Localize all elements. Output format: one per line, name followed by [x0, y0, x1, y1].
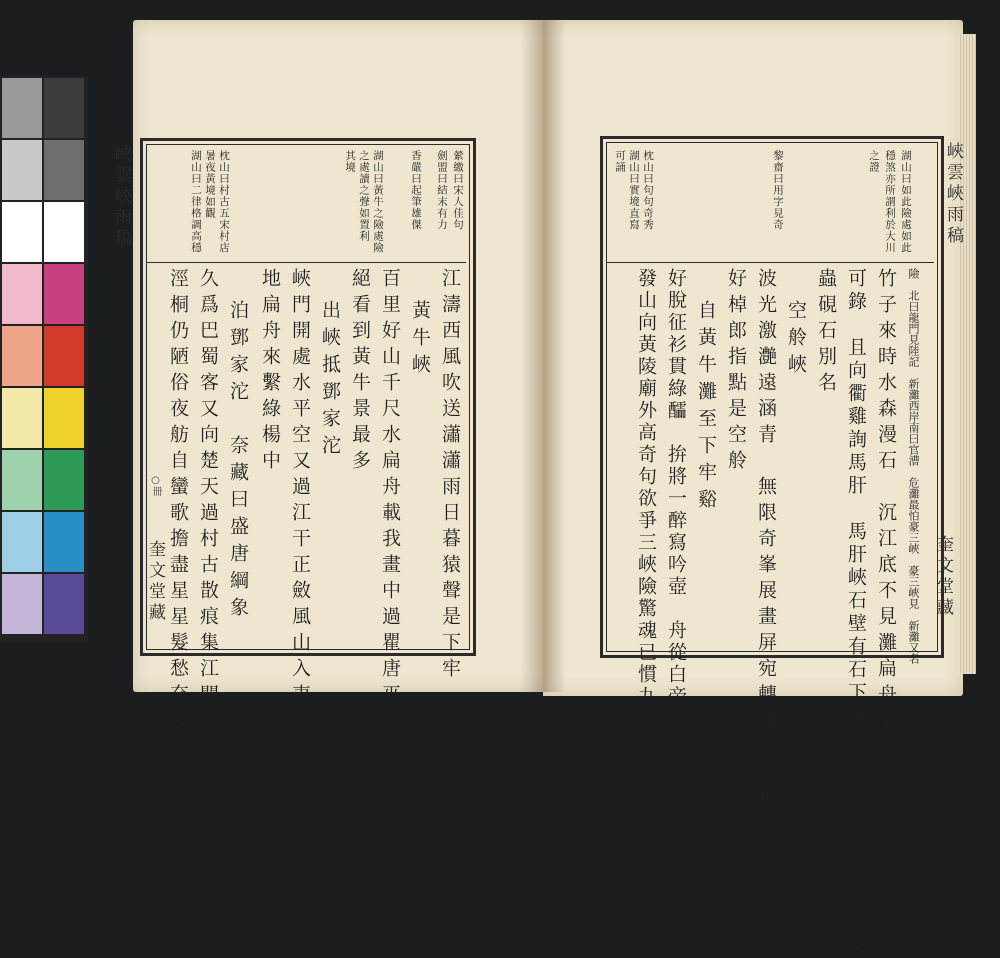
- left-text-column: 峽門開處水平空又過江干正斂風山入夷陵皆貼: [289, 268, 311, 788]
- right-note-divider: [606, 262, 934, 263]
- color-swatch: [2, 388, 42, 448]
- left-text-column: 江濤西風吹送瀟瀟雨日暮猿聲是下牢: [439, 268, 461, 684]
- left-text-column: 涇桐仍陋俗夜舫自蠻歌擔盡星星髮愁奈汝何: [167, 268, 189, 762]
- color-swatch: [2, 512, 42, 572]
- left-text-column: 久爲巴蜀客又向楚天過村古㪚痕集江開月色多: [197, 268, 219, 788]
- right-margin-title: 峽雲峽雨稿: [943, 142, 963, 247]
- left-note: 湖山曰黃牛之險處險: [372, 150, 384, 254]
- left-note: 之處讀之聲如置利: [358, 150, 370, 242]
- right-text-column: 好脫征衫貫綠醽 拚將一醉寫吟壺 舟從白帝城頭: [665, 268, 687, 752]
- color-swatch: [2, 78, 42, 138]
- right-text-column: 好棹郎指點是空舲: [725, 268, 747, 476]
- color-swatch: [2, 140, 42, 200]
- color-swatch: [2, 574, 42, 634]
- left-poem-title: 出峽抵鄧家沱: [319, 300, 341, 462]
- left-leaf-mark: ○冊: [150, 475, 161, 496]
- color-calibration-strip: [0, 76, 88, 642]
- left-note: 枕山曰村古五宋村店: [218, 150, 230, 254]
- color-swatch: [44, 450, 84, 510]
- left-margin-publisher: 奎文堂藏: [145, 540, 165, 624]
- right-note: 黎齋曰用字見奇: [772, 150, 784, 231]
- right-note: 可誦: [614, 150, 626, 173]
- left-note: 其境: [344, 150, 356, 173]
- right-note: 枕山曰句句奇秀: [642, 150, 654, 231]
- book-gutter: [520, 20, 566, 692]
- left-text-column: 百里好山千尺水扁舟載我畫中過瞿唐巫峽皆奇: [379, 268, 401, 788]
- right-text-column: 竹子來時水森漫石 沉江底不見灘扁舟坐穩詩: [875, 268, 897, 788]
- right-poem-title: 空舲峽: [785, 300, 807, 381]
- color-swatch: [2, 202, 42, 262]
- right-text-column: 險 北曰龍門見陸記 新灘西岸南曰官漕 危灘最怕豪三峽 豪三峽見 新灘又名: [907, 268, 920, 664]
- right-note: 湖山曰如此險處如此: [900, 150, 912, 254]
- color-swatch: [44, 574, 84, 634]
- color-swatch: [44, 388, 84, 448]
- left-note-divider: [146, 262, 466, 263]
- right-margin-publisher: 奎文堂藏: [933, 535, 953, 619]
- left-margin-title: 峽雲峽雨稿: [111, 145, 131, 250]
- right-note: 湖山曰實境直寫: [628, 150, 640, 231]
- left-text-column: 絕看到黃牛景最多: [349, 268, 371, 476]
- left-text-column: 地扁舟來繫綠楊中: [259, 268, 281, 476]
- left-note: 暑夜黃境如觀: [204, 150, 216, 219]
- left-note: 縈繳曰宋人佳句: [452, 150, 464, 231]
- color-swatch: [44, 202, 84, 262]
- right-text-column: 波光激灔遠涵青 無限奇峯展畫屏宛轉隨舟看更: [755, 268, 777, 814]
- color-swatch: [44, 326, 84, 386]
- right-text-column: 蟲硯石別名: [815, 268, 837, 398]
- right-poem-title: 自黃牛灘至下牢谿: [695, 300, 717, 516]
- color-swatch: [2, 264, 42, 324]
- right-text-column: 發山向黃陵廟外高奇句欲爭三峽險驚魂已慣九: [635, 268, 657, 708]
- color-swatch: [2, 450, 42, 510]
- left-note: 劍盟曰結末有力: [436, 150, 448, 231]
- color-swatch: [44, 264, 84, 324]
- left-note: 湖山曰二律格調高穩: [190, 150, 202, 254]
- color-swatch: [44, 140, 84, 200]
- right-note: 之證: [868, 150, 880, 173]
- color-swatch: [44, 78, 84, 138]
- color-swatch: [2, 326, 42, 386]
- page-edges: [958, 34, 976, 674]
- right-note: 穩煞亦所謂利於大川: [884, 150, 896, 254]
- color-swatch: [44, 512, 84, 572]
- left-poem-title: 泊鄧家沱 奈藏曰盛唐綱象: [227, 300, 249, 624]
- right-text-column: 可錄 且向衢雞詢馬肝 馬肝峽石壁有石下垂如肝狀因以得名馬肝又: [845, 268, 867, 958]
- left-poem-title: 黃牛峽: [409, 300, 431, 381]
- left-note: 香嚴曰起筆雄傑: [410, 150, 422, 231]
